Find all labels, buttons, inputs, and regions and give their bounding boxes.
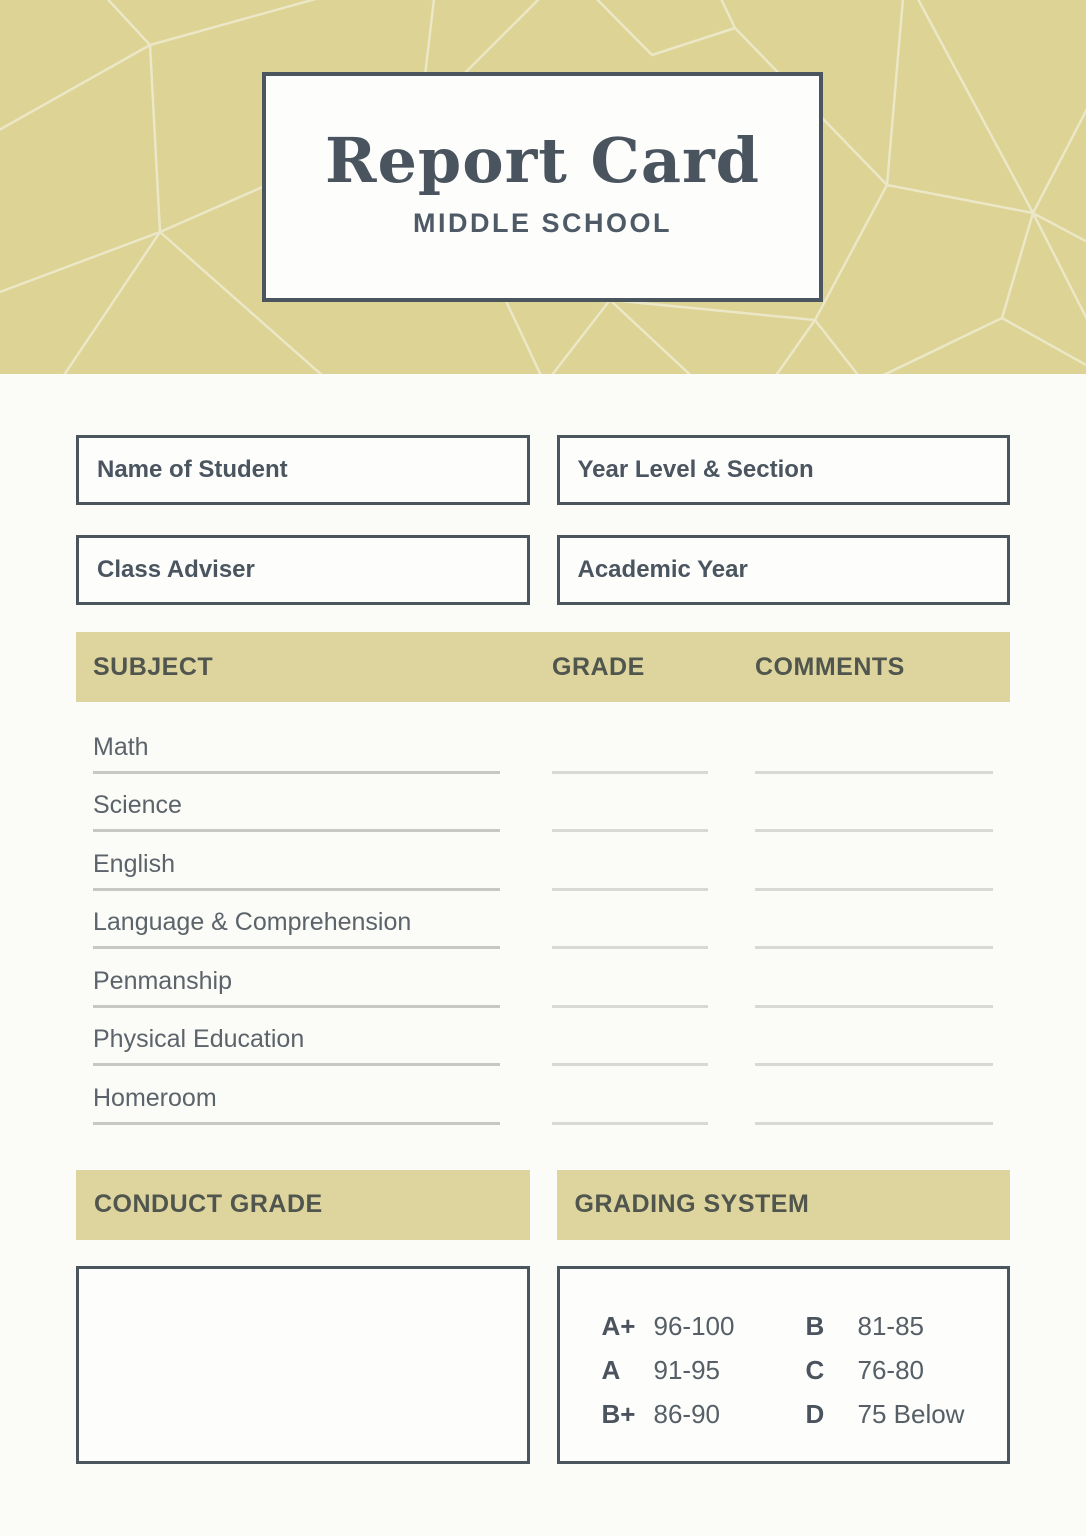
- grade-blank-line[interactable]: [552, 774, 708, 833]
- page-title: Report Card: [324, 124, 761, 197]
- subject-label: Science: [93, 791, 182, 819]
- column-header-comments: COMMENTS: [755, 652, 905, 681]
- comments-blank-line[interactable]: [755, 891, 993, 950]
- comments-blank-line[interactable]: [755, 1066, 993, 1125]
- content: [0, 435, 1086, 1464]
- page-subtitle: MIDDLE SCHOOL: [413, 208, 672, 239]
- subject-label: Penmanship: [93, 966, 232, 995]
- table-row-math: [93, 715, 993, 774]
- table-row-homeroom: [93, 1066, 993, 1125]
- student-info-fields: [76, 435, 1010, 605]
- grade-range: 86-90: [653, 1398, 720, 1429]
- subject-label: Math: [93, 732, 149, 761]
- grade-letter: C: [805, 1354, 825, 1385]
- grades-table-header: [76, 632, 1010, 702]
- grade-blank-line[interactable]: [552, 1066, 708, 1125]
- comments-blank-line[interactable]: [755, 715, 993, 774]
- comments-blank-line[interactable]: [755, 1008, 993, 1067]
- grading-system-header: [557, 1170, 1011, 1240]
- field-name-of-student[interactable]: [76, 435, 530, 505]
- table-row-physical-education: [93, 1008, 993, 1067]
- field-label: Class Adviser: [97, 556, 255, 583]
- grade-range: 81-85: [857, 1310, 924, 1341]
- title-box: [262, 72, 823, 302]
- conduct-grade-box[interactable]: [76, 1266, 530, 1464]
- grade-blank-line[interactable]: [552, 1008, 708, 1067]
- table-row-science: [93, 774, 993, 833]
- column-header-grade: GRADE: [552, 652, 645, 681]
- comments-blank-line[interactable]: [755, 774, 993, 833]
- grade-letter: D: [805, 1398, 825, 1429]
- subject-label: Physical Education: [93, 1025, 305, 1053]
- subject-cell: [93, 891, 500, 950]
- table-row-english: [93, 832, 993, 891]
- subject-cell: [93, 715, 500, 774]
- grade-letter: A: [601, 1354, 621, 1385]
- grading-scale: [602, 1310, 1008, 1430]
- conduct-grade-header: [76, 1170, 530, 1240]
- grading-system-box: [557, 1266, 1011, 1464]
- grading-system-label: GRADING SYSTEM: [574, 1190, 810, 1218]
- subject-label: English: [93, 849, 175, 878]
- subject-cell: [93, 774, 500, 833]
- grade-letter: B+: [601, 1398, 636, 1429]
- grade-range: 76-80: [857, 1354, 924, 1385]
- field-year-level-section[interactable]: [557, 435, 1011, 505]
- field-label: Name of Student: [97, 456, 288, 483]
- grade-blank-line[interactable]: [552, 949, 708, 1008]
- comments-blank-line[interactable]: [755, 832, 993, 891]
- subject-label: Language & Comprehension: [93, 908, 412, 936]
- subject-cell: [93, 949, 500, 1008]
- banner: [0, 0, 1086, 374]
- grades-table: [76, 632, 1010, 1125]
- comments-blank-line[interactable]: [755, 949, 993, 1008]
- table-row-language-comprehension: [93, 891, 993, 950]
- subject-cell: [93, 1066, 500, 1125]
- table-row-penmanship: [93, 949, 993, 1008]
- conduct-grade-label: CONDUCT GRADE: [94, 1190, 323, 1218]
- grade-letter: A+: [601, 1310, 636, 1341]
- subject-cell: [93, 1008, 500, 1067]
- bottom-section: [76, 1170, 1010, 1464]
- grade-range: 96-100: [653, 1310, 735, 1341]
- grade-blank-line[interactable]: [552, 832, 708, 891]
- field-label: Academic Year: [577, 556, 748, 583]
- subject-label: Homeroom: [93, 1083, 217, 1112]
- grade-blank-line[interactable]: [552, 891, 708, 950]
- grades-table-rows: [76, 702, 1010, 1125]
- column-header-subject: SUBJECT: [93, 652, 214, 681]
- field-class-adviser[interactable]: [76, 535, 530, 605]
- grade-range: 91-95: [653, 1354, 720, 1385]
- grade-range: 75 Below: [857, 1398, 965, 1429]
- field-academic-year[interactable]: [557, 535, 1011, 605]
- grade-blank-line[interactable]: [552, 715, 708, 774]
- subject-cell: [93, 832, 500, 891]
- field-label: Year Level & Section: [577, 456, 814, 483]
- grade-letter: B: [805, 1310, 825, 1341]
